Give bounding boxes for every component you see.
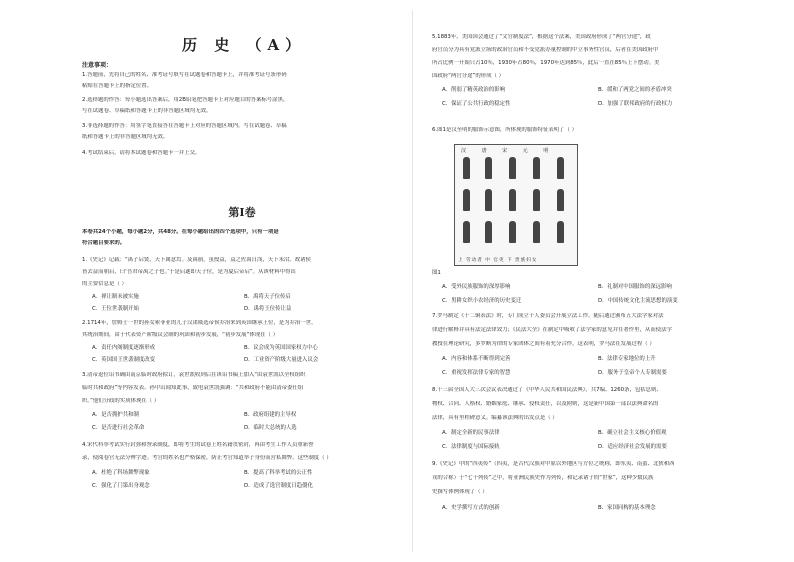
question-2-stem: 2.1714年，詹姆士一世的孙女索菲亚的儿子汉诺威选帝侯乔治来到英国继承王位，是为乔治一世。	[82, 320, 317, 326]
question-7-stem: 7.罗马制定《十二铜表法》时，专门成立十人委员会开展立法工作，随后通过颁布五大法学家对法	[432, 313, 664, 319]
notice-line: 4.考试结束后，请将本试题卷和答题卡一并上交。	[82, 150, 201, 156]
question-4-option-b[interactable]: B．提高了科举考试的公正性	[244, 470, 313, 476]
question-5-stem: 国政府“两官分途”的形成（ ）	[432, 73, 504, 79]
section-title: 第Ⅰ卷	[228, 206, 256, 219]
question-2-option-b[interactable]: B．议会成为英国国家权力中心	[244, 345, 318, 351]
question-4-option-d[interactable]: D．造成了选官制度日趋僵化	[244, 483, 313, 489]
notice-line: 粘贴在答题卡上的指定位置。	[82, 83, 153, 89]
question-4-stem: 4.宋代科举考试实行封弥和誊录制度，即将考生的试卷上姓名籍贯密封，再由考生工作人员重新誊	[82, 442, 314, 448]
question-6-option-d[interactable]: D．中国传统文化主流思想的演变	[598, 298, 678, 304]
question-1-stem: 的主要信息是（ ）	[82, 281, 127, 287]
question-3-stem: 织。”他们分歧的实质体现在（ ）	[82, 398, 160, 404]
column-divider	[412, 10, 413, 552]
question-1-option-a[interactable]: A．禅让制未被实施	[92, 294, 139, 300]
question-8-stem: 物权、合同、人格权、婚姻家庭、继承、侵权责任，以及附则，这是新中国第一部以法典命名的	[432, 401, 659, 407]
question-8-option-c[interactable]: C．法律制度与国际接轨	[442, 444, 500, 450]
question-3-stem: 3.清帝退位诏书确由南京临时政府拟订，袁世凯收到后在该诏书稿上加入“由袁世凯以全权组织	[82, 372, 306, 378]
question-7-option-a[interactable]: A．内容和体系不断得到完善	[442, 356, 511, 362]
question-7-stem: 律进行解释并具有法定法律效力；《民法大全》在制定中吸收了法学家的意见并在著作里，从而使法学	[432, 327, 672, 333]
question-8-stem: 法律，具有里程碑意义。编纂该法典的出发点是（ ）	[432, 415, 558, 421]
question-1-stem: 皆去益而朝启，曰‘吾君帝禹之子也。’于是启遂即天子位，是为夏后帝启”。从该材料中得出	[82, 269, 296, 275]
question-5-stem: 5.1883年，美国国会通过了“文官制度法”，根据这个法案，美国政府形成了“两官分途”，政	[432, 34, 651, 40]
question-6-option-a[interactable]: A．受外民族服饰的深厚影响	[442, 284, 511, 290]
question-9-option-b[interactable]: B．家国同构的基本理念	[598, 505, 656, 511]
notice-line: 1.答题前，先将自己的姓名、准考证号填写在试题卷和答题卡上，并将准考证号条形码	[82, 72, 287, 78]
question-2-option-d[interactable]: D．工业资产阶级大量进入议会	[244, 357, 319, 363]
question-3-option-d[interactable]: D．临时大总统的人选	[244, 425, 297, 431]
question-8-option-d[interactable]: D．适应经济社会发展的需要	[598, 444, 667, 450]
question-1-option-c[interactable]: C．王位世袭制开始	[92, 306, 139, 312]
figure-caption: 图1	[432, 270, 441, 276]
figure-row-workers	[459, 157, 573, 183]
section-intro: 符合题目要求的。	[82, 240, 126, 246]
question-4-option-a[interactable]: A．杜绝了科场舞弊现象	[92, 470, 150, 476]
question-5-stem: 府官员分为具有党派立场的政治官员和不受党派办量控制的中立事务性官员，后者在美国政府中	[432, 47, 659, 53]
question-6-option-b[interactable]: B．礼制对中国服饰的深远影响	[598, 284, 672, 290]
question-3-option-b[interactable]: B．政府组建的主导权	[244, 412, 297, 418]
question-9-option-a[interactable]: A．史学撰写方式的创新	[442, 505, 500, 511]
question-8-option-b[interactable]: B．确立社会主义核心价值观	[598, 430, 667, 436]
question-5-option-a[interactable]: A．削弱了精英政治的影响	[442, 87, 505, 93]
figure-row-officials	[459, 189, 573, 215]
notice-line: 3.非选择题的作答：用签字笔直接答在答题卡上对应的答题区域内。写在试题卷、草稿	[82, 123, 287, 129]
question-3-option-c[interactable]: C．是否进行社会革命	[92, 425, 145, 431]
question-1-stem: 1.《史记》记载：“禹子启贤，天下属意焉。及禹崩，虽授益，益之佐禹日浅，天下未洽。故诸侯	[82, 257, 311, 263]
question-7-option-d[interactable]: D．服务于皇帝个人专制需要	[598, 370, 667, 376]
question-2-option-a[interactable]: A．责任内阁制度逐渐形成	[92, 345, 155, 351]
question-9-stem: 戎的合称）于“七十列传”之中，将亚洲民族史作为列传，和记录诸子的“世家”，这种少数民族	[432, 475, 654, 481]
question-2-option-c[interactable]: C．英国国王世袭制度改变	[92, 357, 156, 363]
right-column	[432, 0, 764, 562]
costume-figure	[454, 144, 578, 266]
question-3-option-a[interactable]: A．是否拥护共和制	[92, 412, 139, 418]
figure-dynasty-labels: 汉 唐 宋 元 明	[461, 148, 556, 154]
question-8-option-a[interactable]: A．制定全新的民事法律	[442, 430, 500, 436]
question-9-stem: 9.《史记》中的“四夷传”（四夷，是古代汉族对中原以外地区与方位之统称，即东夷、南蛮、北狄和西	[432, 461, 675, 467]
notice-line: 纸和答题卡上的非答题区域均无效。	[82, 134, 169, 140]
question-5-option-c[interactable]: C．保证了公共行政的稳定性	[442, 101, 511, 107]
question-1-option-b[interactable]: B．禹将天子位传启	[244, 294, 291, 300]
question-1-option-d[interactable]: D．禹将王位传让益	[244, 306, 292, 312]
question-7-stem: 教授在理论研究，多罗断为律的专家团体之间有着充分合作，这表明，罗马法在发展过程（ ）	[432, 341, 655, 347]
question-5-option-d[interactable]: D．加强了联邦政府的行政权力	[598, 101, 673, 107]
notice-line: 2.选择题的作答：每小题选出答案后，用2B铅笔把答题卡上对应题目的答案标号涂黑，	[82, 97, 289, 103]
question-4-option-c[interactable]: C．强化了门第出身观念	[92, 483, 150, 489]
paper-title: 历 史 （A）	[182, 36, 307, 54]
question-2-stem: 其统治期间，由于代表资产阶级议会制的巩固和初步发展，“初步发展”体现在（ ）	[82, 332, 278, 338]
question-6-option-c[interactable]: C．男耕女织小农经济的历史变迁	[442, 298, 522, 304]
question-5-stem: 所占比例一开始只占10％，1930年占80％，1970年达到85％，此后一直在85％上下摆动。美	[432, 60, 660, 66]
question-8-stem: 8.十三届全国人大三次会议表决通过了《中华人民共和国民法典》，共7编、1260条，包括总则、	[432, 387, 662, 393]
question-7-option-b[interactable]: B．法律专家地位的上升	[598, 356, 656, 362]
left-column	[82, 0, 402, 562]
notice-line: 写在试题卷、草稿纸和答题卡上的非答题区域均无效。	[82, 108, 212, 114]
question-7-option-c[interactable]: C．重视发挥法律专家的智慧	[442, 370, 511, 376]
question-6-stem: 6.图1是汉至明的服饰示意图，所体现的服饰特征表明了（ ）	[432, 127, 578, 133]
figure-row-noblewomen	[459, 221, 573, 247]
question-4-stem: 录，使阅卷官无法分辨字迹。考官的姓名也严格保密，防止考官知道举子身份而营私舞弊。这些制度（ ）	[82, 455, 332, 461]
question-9-stem: 史撰写体例体现了（ ）	[432, 489, 488, 495]
notice-title: 注意事项：	[82, 62, 113, 69]
section-intro: 本卷共24个小题，每小题2分，共48分。在每小题给出的四个选项中，只有一项是	[82, 229, 279, 235]
question-5-option-b[interactable]: B．缓和了两党之间的矛盾冲突	[598, 87, 672, 93]
figure-row-labels: 上 劳动者 中 官吏 下 贵族妇女	[458, 258, 538, 263]
question-3-stem: 临时共和政府”等内容发表。孙中山闻知此事，致电袁世凯强调：“共和政府不能由清帝委任组	[82, 385, 304, 391]
